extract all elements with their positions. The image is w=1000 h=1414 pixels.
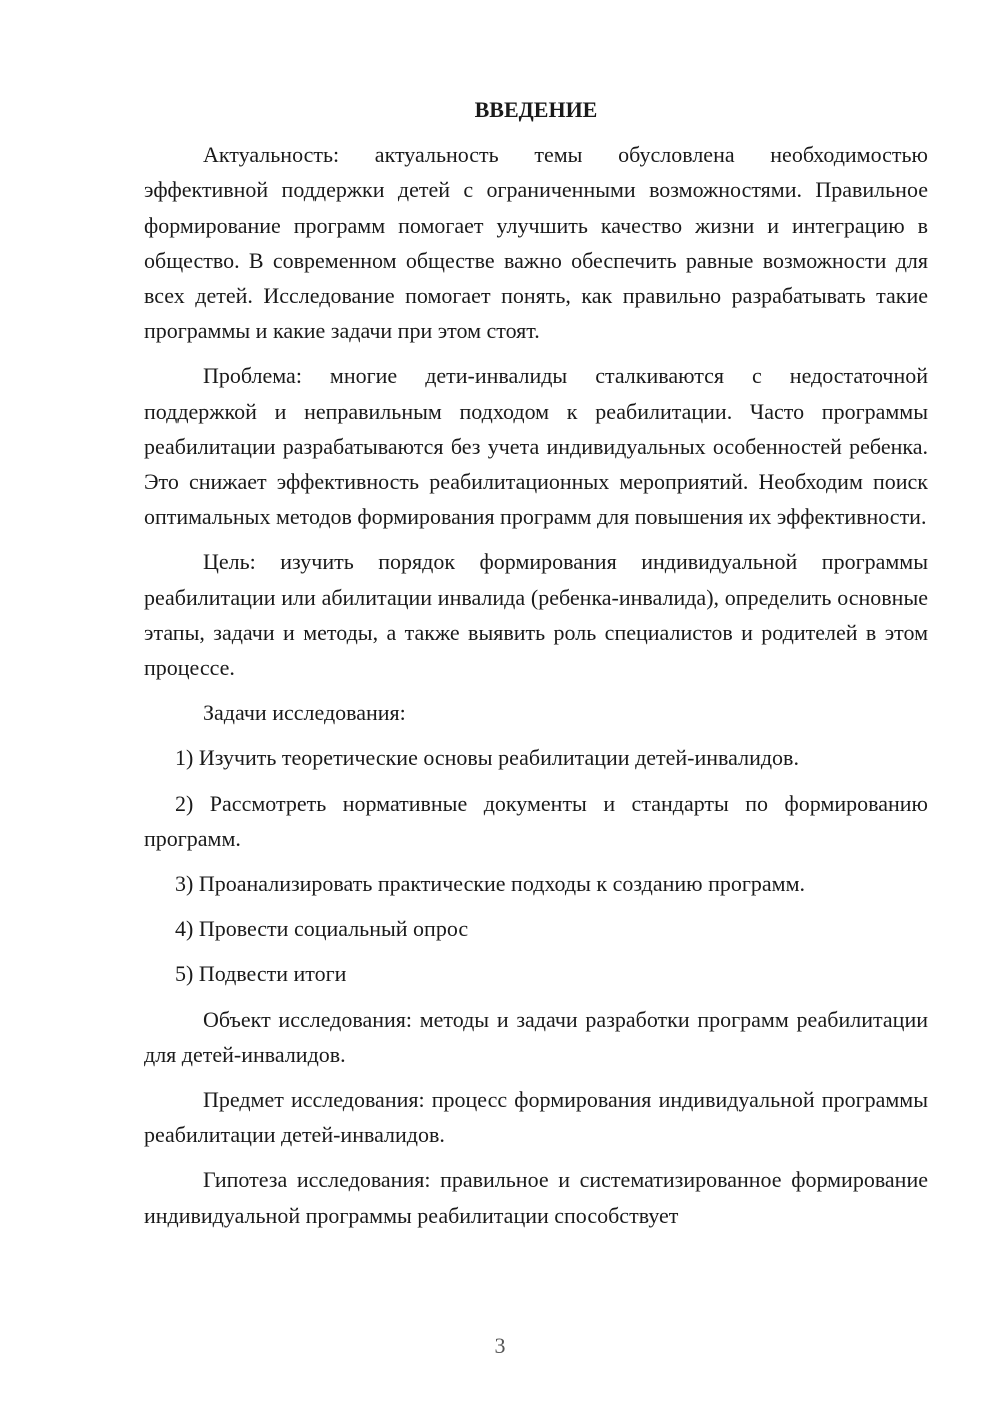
paragraph-goal: Цель: изучить порядок формирования индивидуальной программы реабилитации или абилитации инвалида (ребенка-инвалида), определить основные этапы, задачи и методы, а также выявить роль специалистов и родителей в этом процессе. — [144, 549, 928, 681]
document-body — [144, 92, 928, 1243]
task-item-1: 1) Изучить теоретические основы реабилитации детей-инвалидов. — [175, 745, 799, 771]
task-item-5: 5) Подвести итоги — [175, 961, 347, 987]
paragraph-hypothesis: Гипотеза исследования: правильное и систематизированное формирование индивидуальной программы реабилитации способствует — [144, 1167, 928, 1228]
task-item-2: 2) Рассмотреть нормативные документы и стандарты по формированию программ. — [144, 790, 928, 851]
paragraph-subject: Предмет исследования: процесс формирования индивидуальной программы реабилитации детей-инвалидов. — [144, 1087, 928, 1148]
tasks-heading: Задачи исследования: — [203, 700, 406, 726]
paragraph-object: Объект исследования: методы и задачи разработки программ реабилитации для детей-инвалидов. — [144, 1006, 928, 1067]
task-item-3: 3) Проанализировать практические подходы к созданию программ. — [175, 871, 805, 897]
paragraph-relevance: Актуальность: актуальность темы обусловлена необходимостью эффективной поддержки детей с ограниченными возможностями. Правильное формирование программ помогает улучшить качество жизни и интеграцию в общество. В современном обществе важно обеспечить равные возможности для всех детей. Исследование помогает понять, как правильно разрабатывать такие программы и какие задачи при этом стоят. — [144, 142, 928, 344]
page-number: 3 — [494, 1333, 506, 1358]
section-title: ВВЕДЕНИЕ — [474, 97, 598, 122]
paragraph-problem: Проблема: многие дети-инвалиды сталкиваются с недостаточной поддержкой и неправильным подходом к реабилитации. Часто программы реабилитации разрабатываются без учета индивидуальных особенностей ребенка. Это снижает эффективность реабилитационных мероприятий. Необходим поиск оптимальных методов формирования программ для повышения их эффективности. — [144, 363, 928, 530]
task-item-4: 4) Провести социальный опрос — [175, 916, 469, 942]
